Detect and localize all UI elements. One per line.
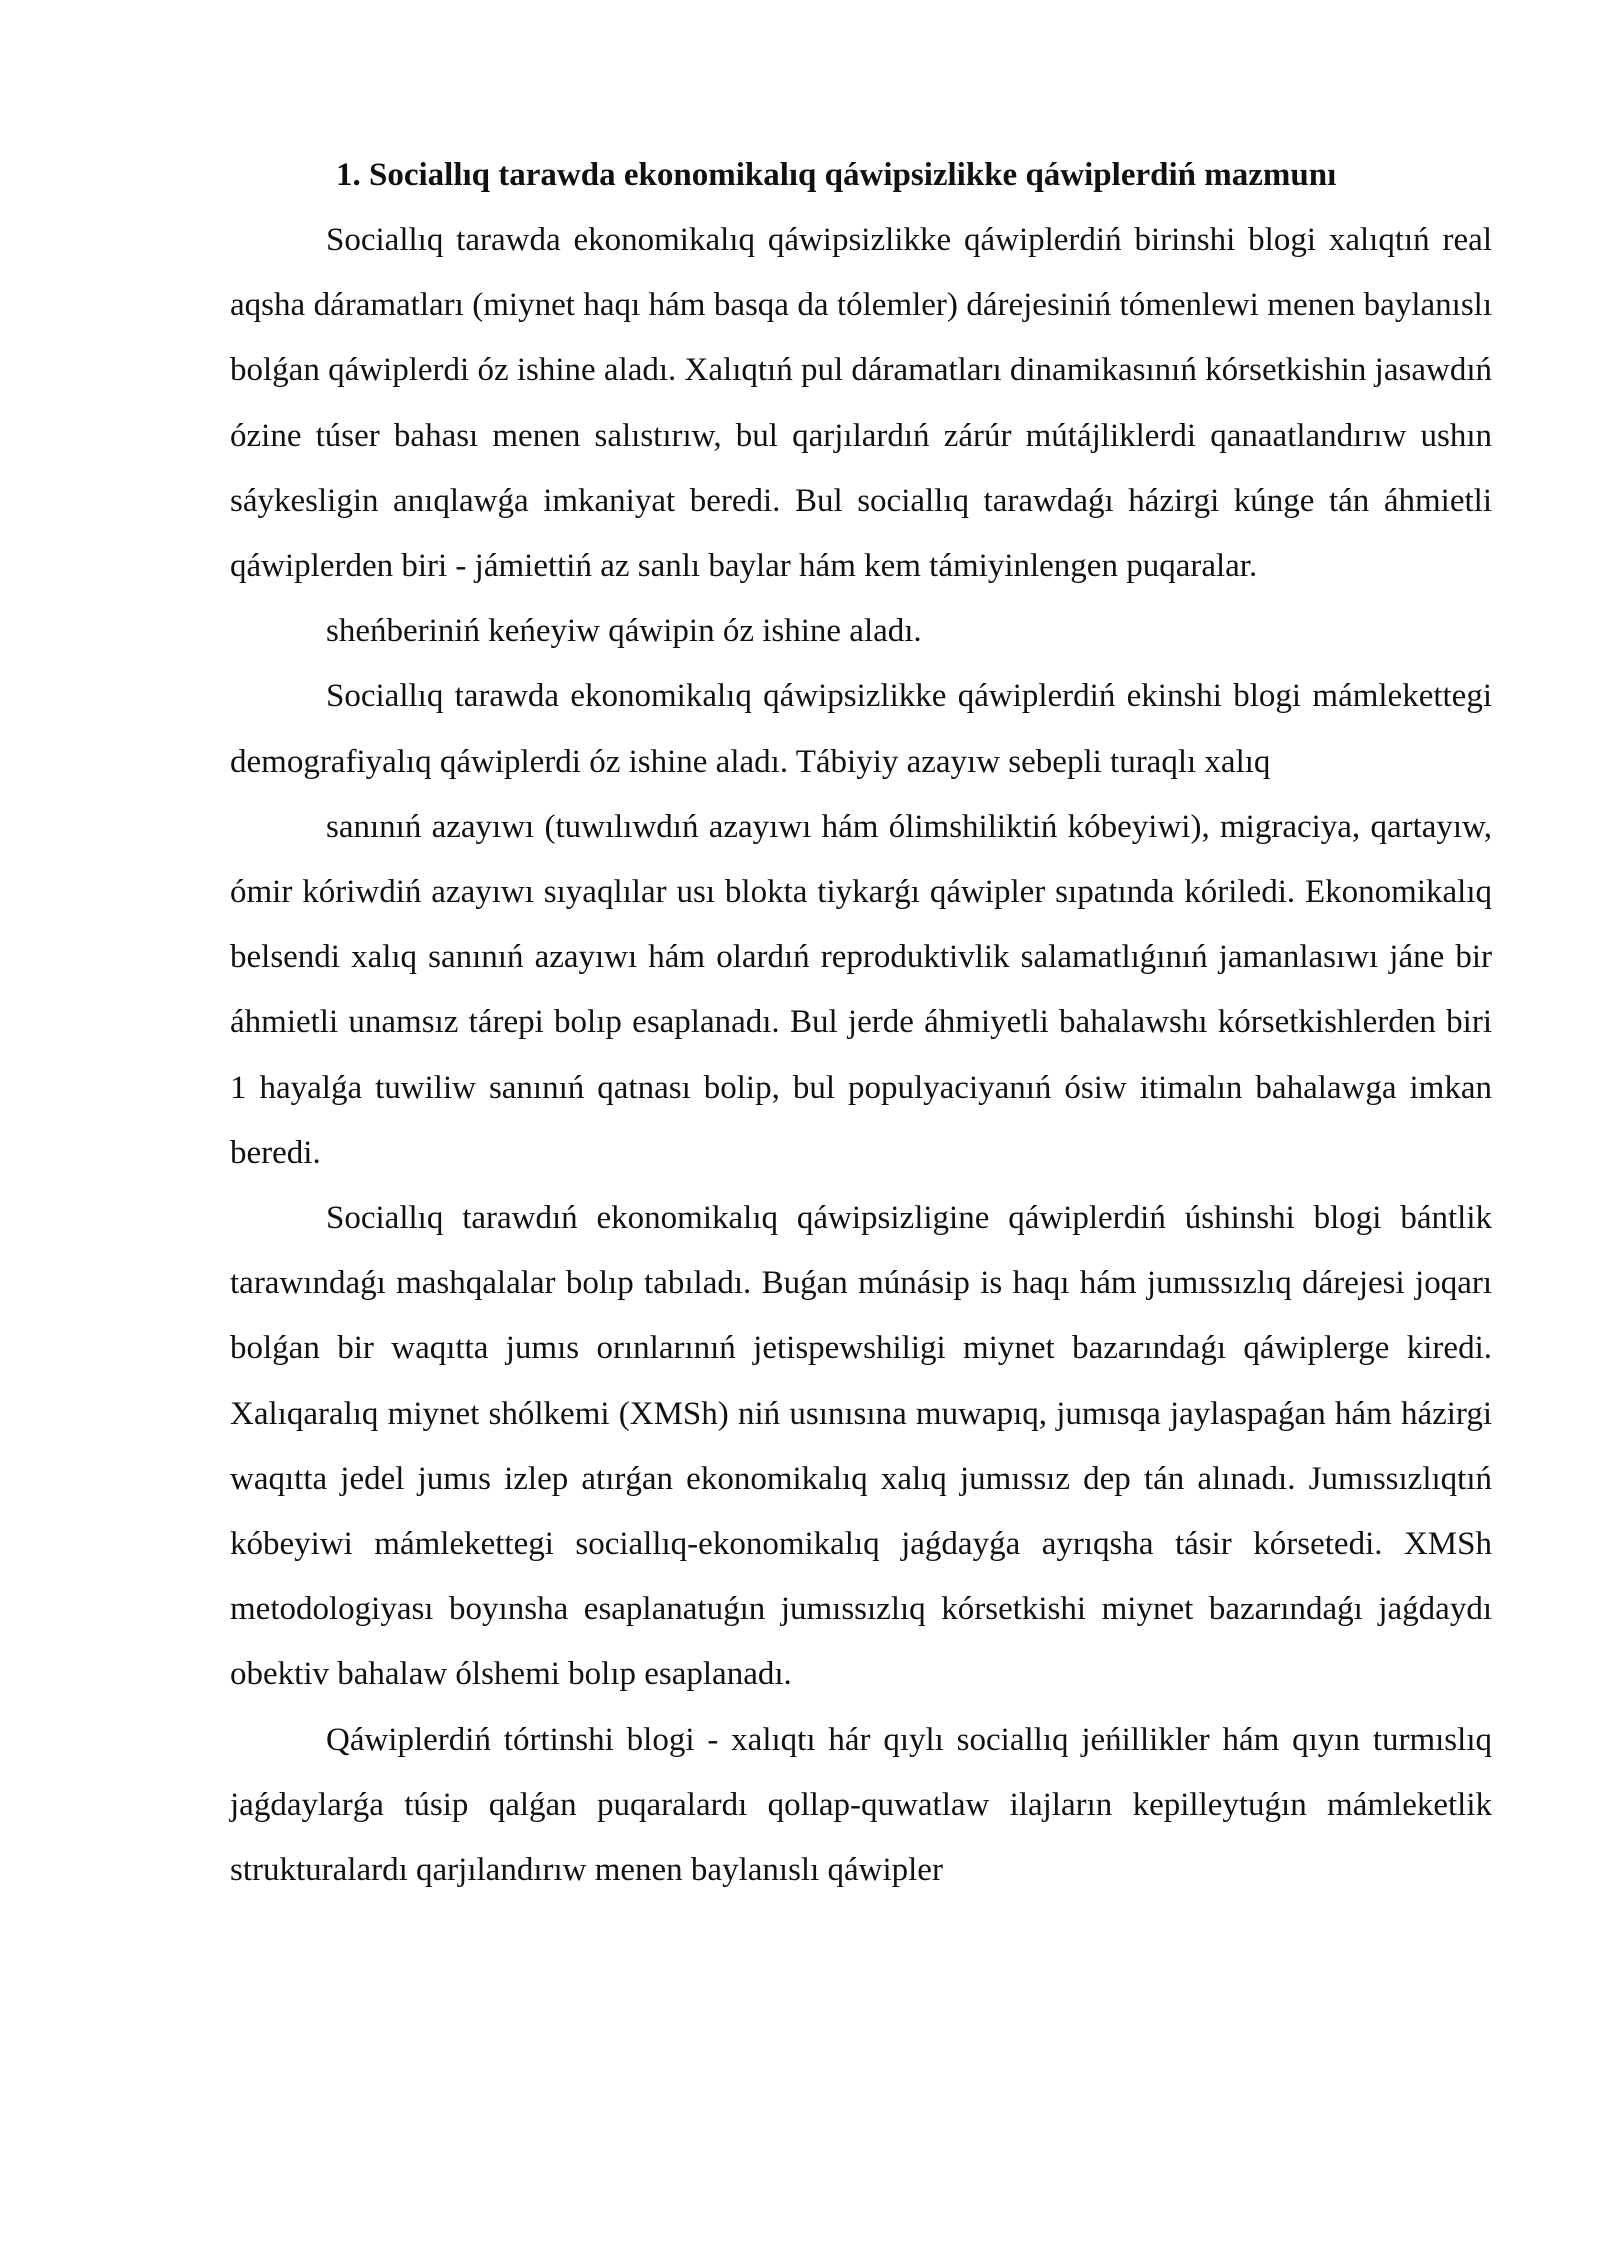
section-heading: 1. Sociallıq tarawda ekonomikalıq qáwipsizlikke qáwiplerdiń mazmunı: [336, 157, 1337, 193]
paragraph-fragment: sheńberiniń keńeyiw qáwipin óz ishine aladı.: [326, 613, 922, 650]
document-page: [230, 145, 1492, 1903]
paragraph-demography: sanınıń azayıwı (tuwılıwdıń azayıwı hám ólimshiliktiń kóbeyiwi), migraciya, qartayıw, ómir kóriwdiń azayıwı sıyaqlılar usı blokta tiykarǵı qáwipler sıpatında kóriledi. Ekonomikalıq belsendi xalıq sanınıń azayıwı hám olardıń reproduktivlik salamatlıǵınıń jamanlasıwı jáne bir áhmietli unamsız tárepi bolıp esaplanadı. Bul jerde áhmiyetli bahalawshı kórsetkishlerden biri 1 hayalǵa tuwiliw sanınıń qatnası bolip, bul populyaciyanıń ósiw itimalın bahalawga imkan beredi.: [230, 808, 1492, 1171]
paragraph-first-block: Sociallıq tarawda ekonomikalıq qáwipsizlikke qáwiplerdiń birinshi blogi xalıqtıń real aqsha dáramatları (miynet haqı hám basqa da tólemler) dárejesiniń tómenlewi menen baylanıslı bolǵan qáwiplerdi óz ishine aladı. Xalıqtıń pul dáramatları dinamikasınıń kórsetkishin jasawdıń ózine túser bahası menen salıstırıw, bul qarjılardıń zárúr mútájliklerdi qanaatlandırıw ushın sáykesligin anıqlawǵa imkaniyat beredi. Bul sociallıq tarawdaǵı házirgi kúnge tán áhmietli qáwiplerden biri - jámiettiń az sanlı baylar hám kem támiyinlengen puqaralar.: [230, 222, 1492, 585]
paragraph-fourth-block: Qáwiplerdiń tórtinshi blogi - xalıqtı hár qıylı sociallıq jeńillikler hám qıyın turmıslıq jaǵdaylarǵa túsip qalǵan puqaralardı qollap-quwatlaw ilajların kepilleytuǵın mámleketlik strukturalardı qarjılandırıw menen baylanıslı qáwipler: [230, 1721, 1492, 1889]
paragraph-second-block: Sociallıq tarawda ekonomikalıq qáwipsizlikke qáwiplerdiń ekinshi blogi mámlekettegi demografiyalıq qáwiplerdi óz ishine aladı. Tábiyiy azayıw sebepli turaqlı xalıq: [230, 678, 1492, 780]
paragraph-third-block: Sociallıq tarawdıń ekonomikalıq qáwipsizligine qáwiplerdiń úshinshi blogi bántlik tarawındaǵı mashqalalar bolıp tabıladı. Buǵan múnásip is haqı hám jumıssızlıq dárejesi joqarı bolǵan bir waqıtta jumıs orınlarınıń jetispewshiligi miynet bazarındaǵı qáwiplerge kiredi. Xalıqaralıq miynet shólkemi (XMSh) niń usınısına muwapıq, jumısqa jaylaspaǵan hám házirgi waqıtta jedel jumıs izlep atırǵan ekonomikalıq xalıq jumıssız dep tán alınadı. Jumıssızlıqtıń kóbeyiwi mámlekettegi sociallıq-ekonomikalıq jaǵdayǵa ayrıqsha tásir kórsetedi. XMSh metodologiyası boyınsha esaplanatuǵın jumıssızlıq kórsetkishi miynet bazarındaǵı jaǵdaydı obektiv bahalaw ólshemi bolıp esaplanadı.: [230, 1200, 1492, 1693]
